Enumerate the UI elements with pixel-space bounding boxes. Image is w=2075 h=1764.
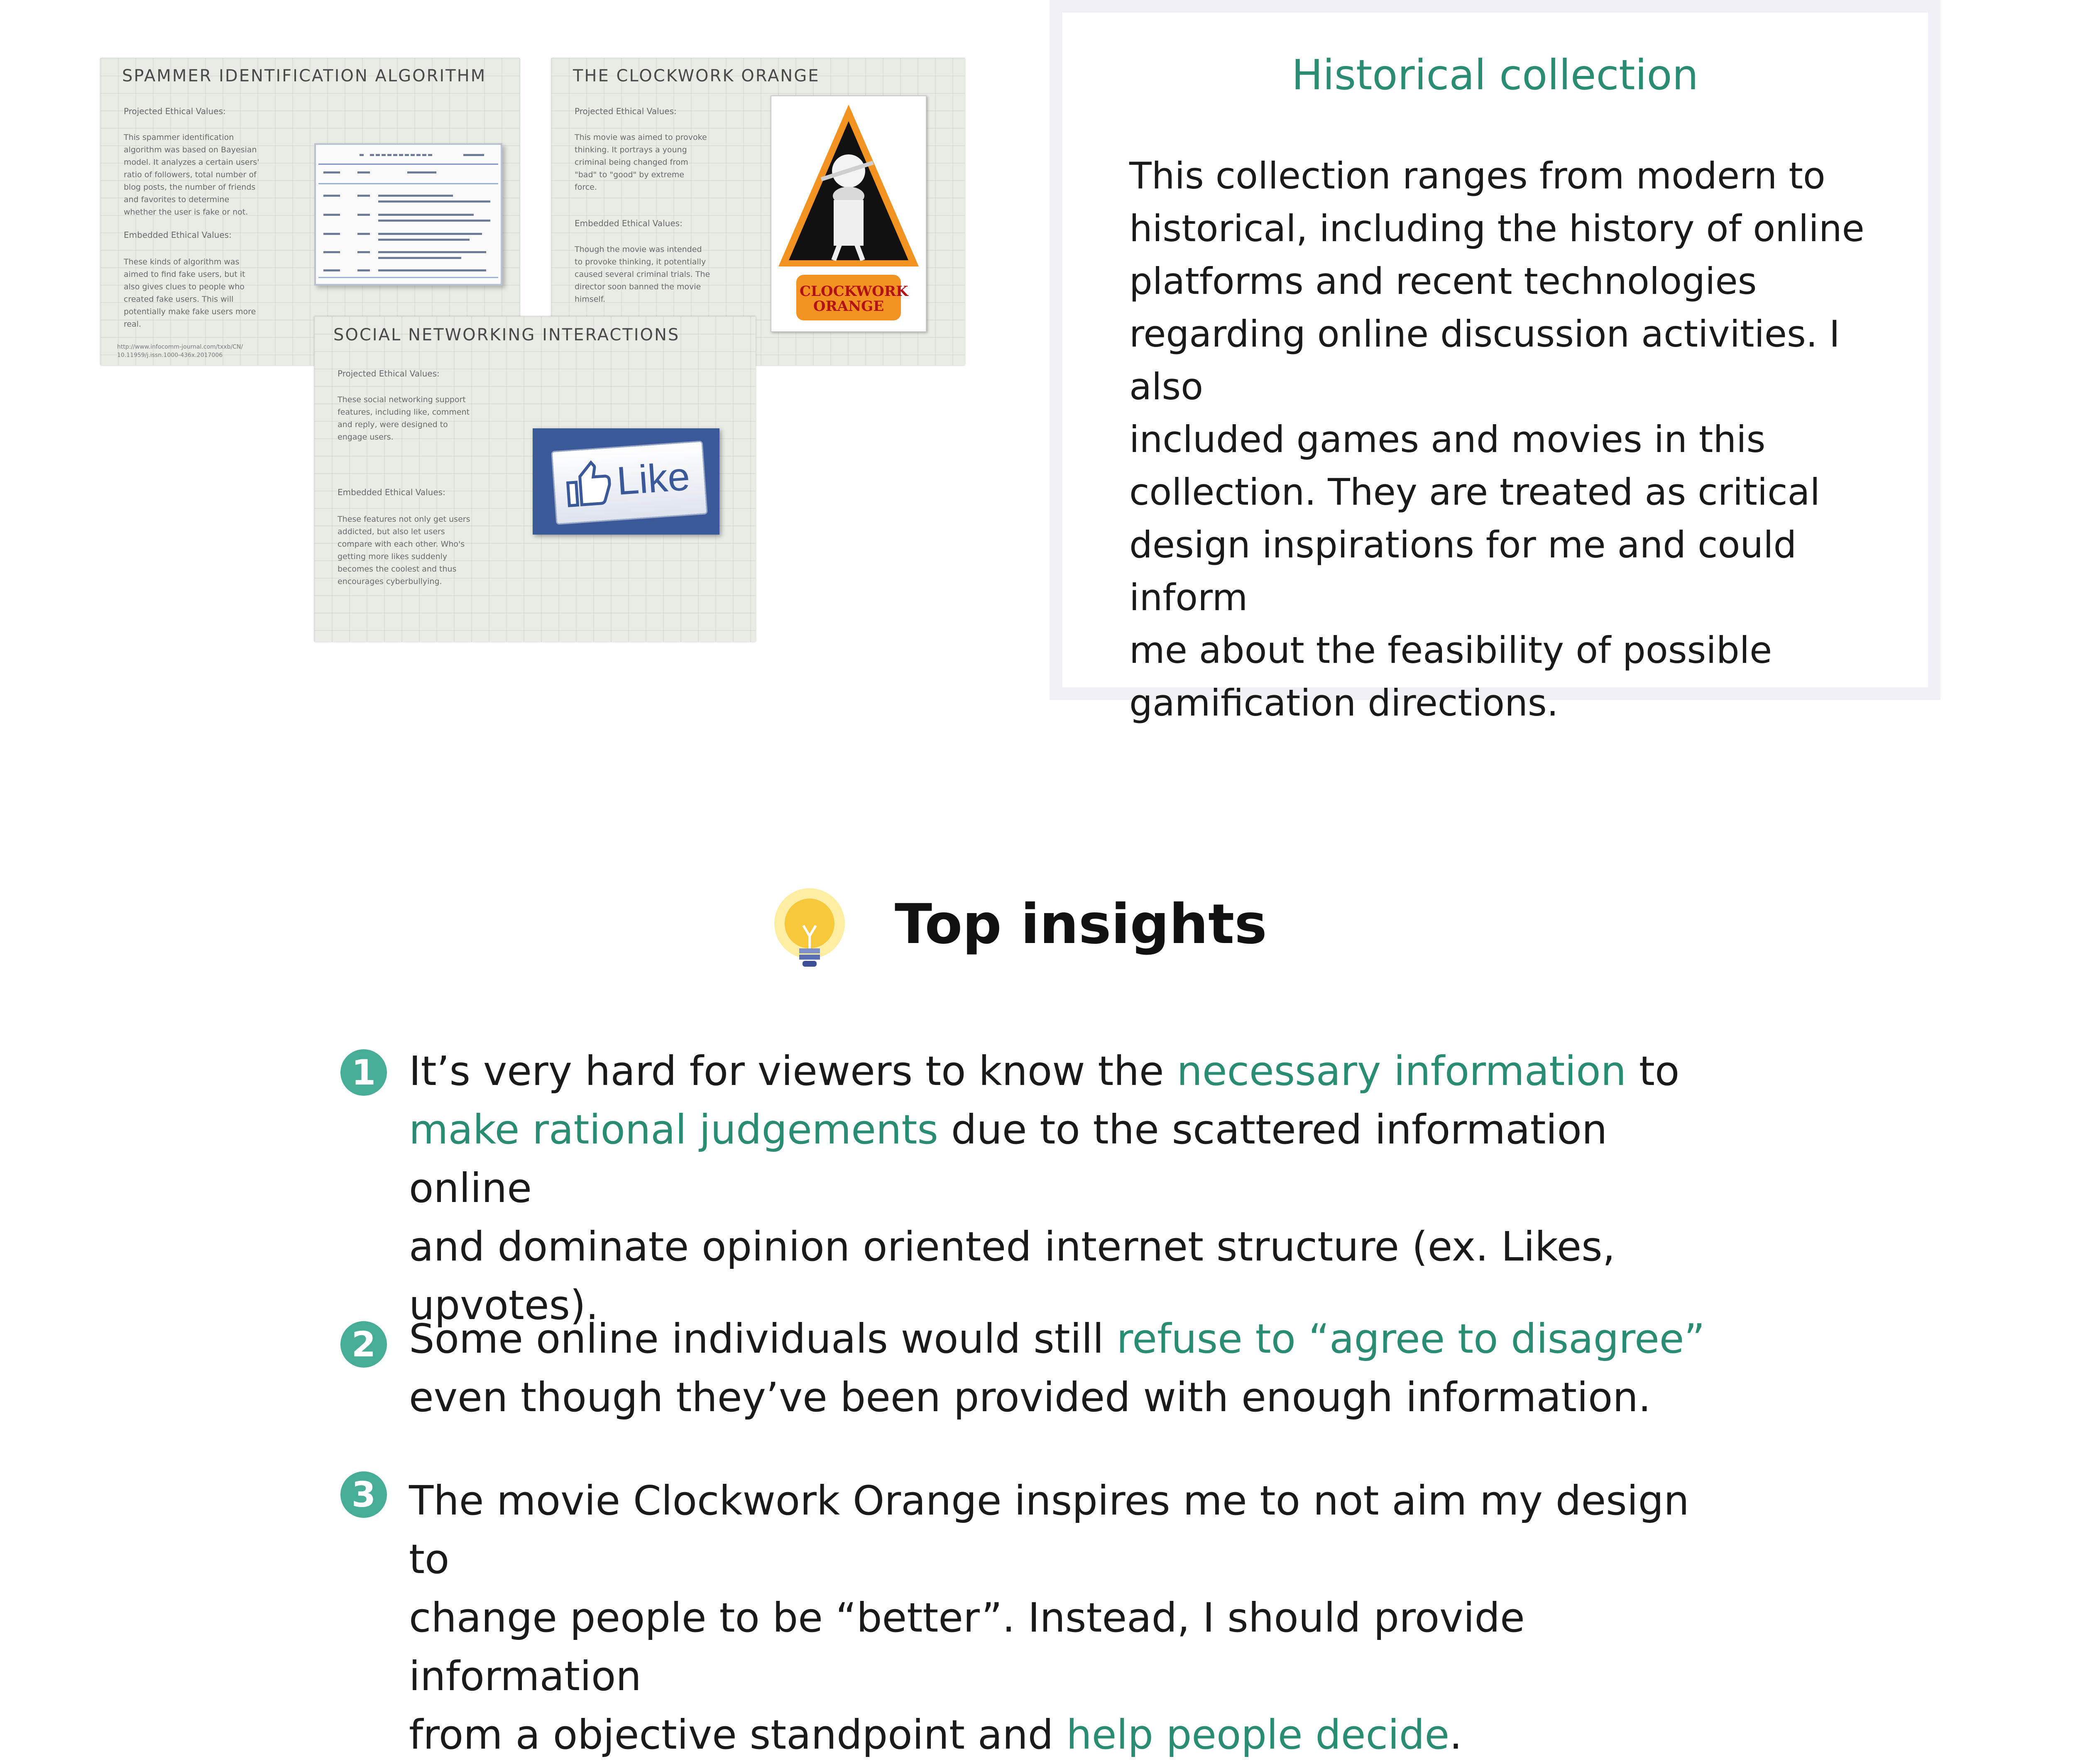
embedded-text: These features not only get users addicted, but also let users compare with each other. Who's getting more likes suddenly becomes the coolest and thus encourages cyberbullying.: [338, 515, 470, 586]
insight-number-badge: 3: [340, 1471, 387, 1518]
insight-text-part: even though they’ve been provided with enough information.: [409, 1374, 1651, 1421]
embedded-text: These kinds of algorithm was aimed to find fake users, but it also gives clues to people who created fake users. This will potentially make fake users more real.: [124, 257, 256, 329]
insight-text-part: .: [1449, 1711, 1462, 1758]
panel-title: Historical collection: [1292, 51, 1698, 99]
insight-number-badge: 1: [340, 1049, 387, 1096]
insight-item: [409, 1471, 1729, 1764]
projected-label: Projected Ethical Values:: [338, 369, 440, 379]
slide-title: THE CLOCKWORK ORANGE: [573, 66, 820, 86]
insight-highlight: necessary information: [1177, 1048, 1627, 1095]
thumbs-up-icon: [562, 459, 615, 512]
insight-text-part: Some online individuals would still: [409, 1315, 1117, 1362]
embedded-label: Embedded Ethical Values:: [575, 218, 683, 228]
insight-text-part: The movie Clockwork Orange inspires me to not aim my design to change people to be “better”. Instead, I should provide information from a objective standpoint and: [409, 1477, 1689, 1758]
insight-highlight: make rational judgements: [409, 1106, 938, 1153]
embedded-label: Embedded Ethical Values:: [338, 487, 445, 497]
panel-description: This collection ranges from modern to historical, including the history of online platforms and recent technologies regarding online discussion activities. I also included games and movies in this collection. They are treated as critical design inspirations for me and could inform me about the feasibility of possible gamification directions.: [1129, 154, 1865, 724]
insight-text-part: to: [1639, 1048, 1680, 1095]
panel-card: [1062, 12, 1928, 724]
projected-text: These social networking support features, including like, comment and reply, were designed to engage users.: [338, 395, 470, 442]
slide-title: SPAMMER IDENTIFICATION ALGORITHM: [122, 66, 487, 86]
slide-social-networking: [314, 316, 756, 642]
embedded-label: Embedded Ethical Values:: [124, 230, 232, 240]
movie-poster: [771, 95, 927, 332]
projected-label: Projected Ethical Values:: [575, 106, 677, 116]
poster-title: CLOCKWORK ORANGE: [800, 283, 908, 315]
insight-item: [409, 1310, 1729, 1427]
insight-highlight: refuse to “agree to disagree”: [1116, 1315, 1705, 1362]
like-label: Like: [615, 454, 692, 503]
embedded-text: Though the movie was intended to provoke thinking, it potentially caused several criminal trials. The director soon banned the movie himself.: [575, 245, 710, 304]
table-thumbnail: [314, 143, 502, 286]
reference-link: http://www.infocomm-journal.com/txxb/CN/ 10.11959/j.issn.1000-436x.2017006: [117, 344, 243, 359]
projected-text: This movie was aimed to provoke thinking. It portrays a young criminal being changed from "bad" to "good" by extreme force.: [575, 133, 707, 192]
insights-title: Top insights: [895, 892, 1267, 956]
like-graphic: [533, 428, 719, 535]
projected-label: Projected Ethical Values:: [124, 106, 226, 116]
insight-text-part: due to the scattered information online and dominate opinion oriented internet structure (ex. Likes, upvotes).: [409, 1106, 1615, 1329]
projected-text: This spammer identification algorithm was based on Bayesian model. It analyzes a certain users' ratio of followers, total number of blog posts, the number of friends and favorites to determine whether the user is fake or not.: [124, 133, 259, 217]
insight-highlight: help people decide: [1066, 1711, 1450, 1758]
insight-text-part: It’s very hard for viewers to know the: [409, 1048, 1177, 1095]
lightbulb-icon: [774, 888, 845, 971]
historical-collection-panel: [1050, 0, 1940, 724]
insight-item: [409, 1042, 1729, 1334]
slide-title: SOCIAL NETWORKING INTERACTIONS: [333, 325, 680, 344]
insight-number-badge: 2: [340, 1321, 387, 1368]
